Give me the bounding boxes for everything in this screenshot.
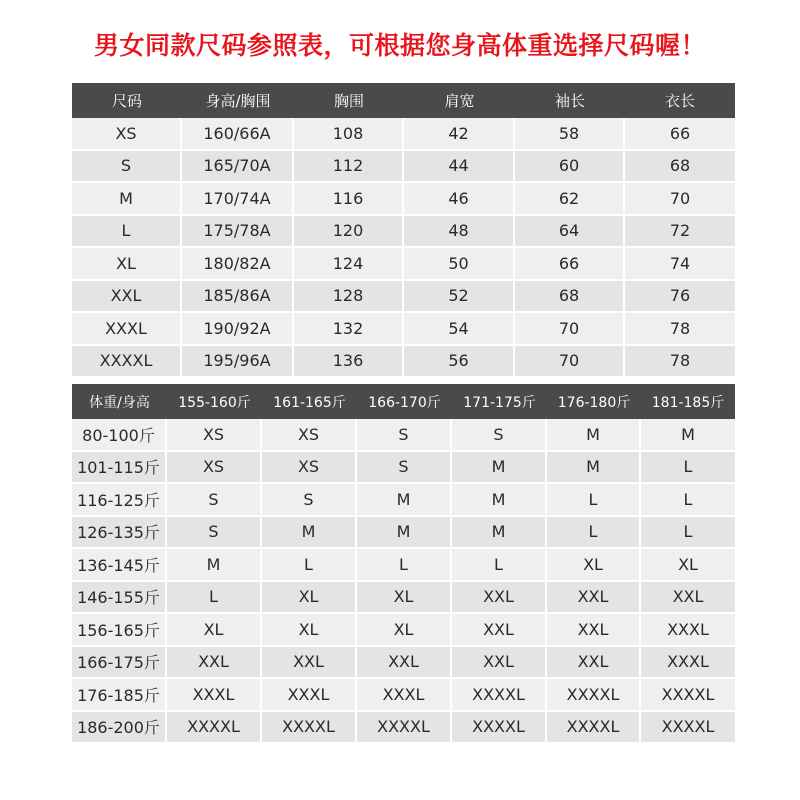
table-cell: 70 xyxy=(515,313,625,346)
table-cell: 175/78A xyxy=(182,216,294,249)
table-cell: M xyxy=(452,452,547,485)
column-header: 171-175斤 xyxy=(452,384,547,419)
table-cell: 136 xyxy=(294,346,404,379)
table-cell: 128 xyxy=(294,281,404,314)
table-cell: 46 xyxy=(404,183,515,216)
row-label-cell: XXXXL xyxy=(72,346,182,379)
table-cell: XXXXL xyxy=(262,712,357,745)
table-cell: L xyxy=(262,549,357,582)
table-cell: XXXXL xyxy=(452,712,547,745)
table-cell: 68 xyxy=(625,151,735,184)
row-label-cell: S xyxy=(72,151,182,184)
row-label-cell: XL xyxy=(72,248,182,281)
row-label-cell: 101-115斤 xyxy=(72,452,167,485)
table-cell: 70 xyxy=(625,183,735,216)
table-cell: M xyxy=(547,419,641,452)
table-cell: XXL xyxy=(547,614,641,647)
table-cell: 42 xyxy=(404,118,515,151)
table-cell: 50 xyxy=(404,248,515,281)
column-header: 155-160斤 xyxy=(167,384,262,419)
table-cell: XXXL xyxy=(167,679,262,712)
table-cell: M xyxy=(452,484,547,517)
table-row xyxy=(72,151,735,184)
table-cell: M xyxy=(357,484,452,517)
page-title: 男女同款尺码参照表，可根据您身高体重选择尺码喔！ xyxy=(93,31,706,60)
table-cell: L xyxy=(641,517,735,550)
table-cell: XXXXL xyxy=(641,712,735,745)
table-cell: 66 xyxy=(625,118,735,151)
column-header: 176-180斤 xyxy=(547,384,641,419)
table-cell: 190/92A xyxy=(182,313,294,346)
table-cell: 62 xyxy=(515,183,625,216)
table-row xyxy=(72,313,735,346)
table-cell: XXXXL xyxy=(452,679,547,712)
row-label-cell: 80-100斤 xyxy=(72,419,167,452)
table-cell: XXXXL xyxy=(641,679,735,712)
table-row xyxy=(72,484,735,517)
table-cell: XS xyxy=(167,419,262,452)
table-row xyxy=(72,183,735,216)
table-cell: 132 xyxy=(294,313,404,346)
table-cell: 58 xyxy=(515,118,625,151)
row-label-cell: 186-200斤 xyxy=(72,712,167,745)
column-header: 胸围 xyxy=(294,83,404,118)
column-header: 衣长 xyxy=(625,83,735,118)
row-label-cell: 156-165斤 xyxy=(72,614,167,647)
table-row xyxy=(72,419,735,452)
table-cell: M xyxy=(452,517,547,550)
table-cell: XS xyxy=(262,419,357,452)
row-label-cell: 126-135斤 xyxy=(72,517,167,550)
table-cell: L xyxy=(547,517,641,550)
row-label-cell: 116-125斤 xyxy=(72,484,167,517)
table-cell: M xyxy=(641,419,735,452)
table-row xyxy=(72,118,735,151)
table-cell: L xyxy=(547,484,641,517)
column-header: 181-185斤 xyxy=(641,384,735,419)
table-row xyxy=(72,248,735,281)
table-cell: L xyxy=(452,549,547,582)
table-cell: M xyxy=(357,517,452,550)
table-cell: 116 xyxy=(294,183,404,216)
table-cell: 54 xyxy=(404,313,515,346)
table-cell: XL xyxy=(641,549,735,582)
table-cell: 124 xyxy=(294,248,404,281)
table-cell: L xyxy=(641,452,735,485)
row-label-cell: 136-145斤 xyxy=(72,549,167,582)
table-cell: S xyxy=(167,517,262,550)
row-label-cell: 166-175斤 xyxy=(72,647,167,680)
table-cell: 120 xyxy=(294,216,404,249)
table-cell: XXL xyxy=(547,647,641,680)
column-header: 166-170斤 xyxy=(357,384,452,419)
table-cell: S xyxy=(357,452,452,485)
column-header: 161-165斤 xyxy=(262,384,357,419)
row-label-cell: M xyxy=(72,183,182,216)
table-cell: XL xyxy=(357,582,452,615)
column-header: 身高/胸围 xyxy=(182,83,294,118)
table-cell: 165/70A xyxy=(182,151,294,184)
table-row xyxy=(72,549,735,582)
table-cell: XXL xyxy=(547,582,641,615)
row-label-cell: 146-155斤 xyxy=(72,582,167,615)
table-cell: 70 xyxy=(515,346,625,379)
weight-height-table xyxy=(72,384,735,744)
table-cell: 195/96A xyxy=(182,346,294,379)
table-cell: 72 xyxy=(625,216,735,249)
table-cell: 60 xyxy=(515,151,625,184)
table-cell: 52 xyxy=(404,281,515,314)
table-cell: 170/74A xyxy=(182,183,294,216)
table-cell: L xyxy=(357,549,452,582)
table-cell: 78 xyxy=(625,313,735,346)
table-cell: XL xyxy=(167,614,262,647)
table-cell: XL xyxy=(262,582,357,615)
table-row xyxy=(72,712,735,745)
weight-height-header-row xyxy=(72,384,735,419)
size-chart-header-row xyxy=(72,83,735,118)
table-cell: 108 xyxy=(294,118,404,151)
table-cell: 74 xyxy=(625,248,735,281)
column-header: 袖长 xyxy=(515,83,625,118)
row-label-cell: XS xyxy=(72,118,182,151)
size-chart-body xyxy=(72,118,735,378)
weight-height-body xyxy=(72,419,735,744)
table-cell: XXXXL xyxy=(167,712,262,745)
table-cell: 44 xyxy=(404,151,515,184)
table-cell: XXL xyxy=(452,582,547,615)
table-row xyxy=(72,346,735,379)
column-header: 尺码 xyxy=(72,83,182,118)
size-chart-table xyxy=(72,83,735,378)
table-cell: XXL xyxy=(262,647,357,680)
row-label-cell: L xyxy=(72,216,182,249)
table-cell: S xyxy=(262,484,357,517)
table-cell: XL xyxy=(357,614,452,647)
table-cell: 185/86A xyxy=(182,281,294,314)
table-cell: XXL xyxy=(357,647,452,680)
table-row xyxy=(72,452,735,485)
table-cell: XXXL xyxy=(357,679,452,712)
table-cell: M xyxy=(167,549,262,582)
table-cell: 56 xyxy=(404,346,515,379)
table-row xyxy=(72,679,735,712)
table-row xyxy=(72,216,735,249)
table-row xyxy=(72,614,735,647)
table-cell: XXXL xyxy=(641,647,735,680)
row-label-cell: 176-185斤 xyxy=(72,679,167,712)
row-label-cell: XXL xyxy=(72,281,182,314)
table-cell: XXXXL xyxy=(547,712,641,745)
table-row xyxy=(72,647,735,680)
table-cell: 48 xyxy=(404,216,515,249)
table-cell: L xyxy=(641,484,735,517)
table-cell: 68 xyxy=(515,281,625,314)
table-cell: XXL xyxy=(452,614,547,647)
table-cell: 64 xyxy=(515,216,625,249)
table-cell: 78 xyxy=(625,346,735,379)
table-cell: XS xyxy=(167,452,262,485)
row-label-cell: XXXL xyxy=(72,313,182,346)
column-header: 体重/身高 xyxy=(72,384,167,419)
table-cell: 76 xyxy=(625,281,735,314)
table-cell: XXXL xyxy=(262,679,357,712)
table-cell: 66 xyxy=(515,248,625,281)
table-cell: M xyxy=(547,452,641,485)
table-cell: 112 xyxy=(294,151,404,184)
table-cell: XXL xyxy=(452,647,547,680)
table-cell: XL xyxy=(262,614,357,647)
table-row xyxy=(72,582,735,615)
table-cell: XXXL xyxy=(641,614,735,647)
table-cell: XXXXL xyxy=(357,712,452,745)
column-header: 肩宽 xyxy=(404,83,515,118)
table-cell: S xyxy=(357,419,452,452)
table-cell: M xyxy=(262,517,357,550)
table-cell: 180/82A xyxy=(182,248,294,281)
table-row xyxy=(72,281,735,314)
table-cell: XXL xyxy=(641,582,735,615)
table-row xyxy=(72,517,735,550)
table-cell: XXXXL xyxy=(547,679,641,712)
table-cell: XXL xyxy=(167,647,262,680)
table-cell: S xyxy=(452,419,547,452)
table-cell: 160/66A xyxy=(182,118,294,151)
table-cell: L xyxy=(167,582,262,615)
table-cell: XS xyxy=(262,452,357,485)
table-cell: XL xyxy=(547,549,641,582)
table-cell: S xyxy=(167,484,262,517)
